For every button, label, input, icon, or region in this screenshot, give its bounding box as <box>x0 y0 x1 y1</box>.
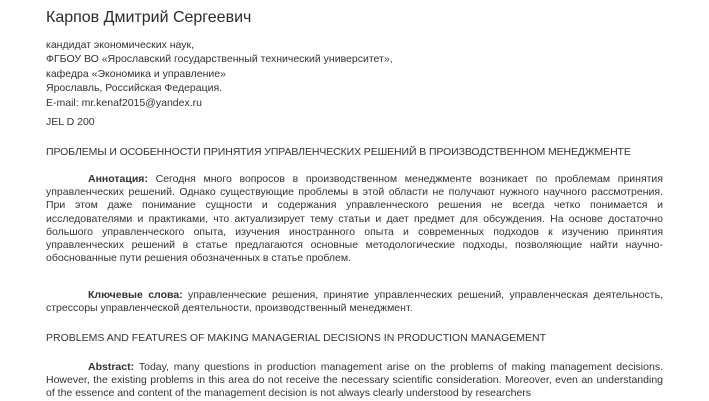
affiliation-city: Ярославль, Российская Федерация. <box>46 82 223 95</box>
abstract-ru-text: Сегодня много вопросов в производственном менеджменте возникает по проблемам принятия управленческих решений. Однако существующие проблемы в этой области не получают нужного научного рассмотрения. При этом даже понимание сущности и содержания управленческого решения не всегда четко понимается и исследователями и практиками, что актуализирует тему статьи и дает предмет для обсуждения. На основе достаточно большого управленческого опыта, изучения иностранного опыта и современных подходов к изучению принятия управленческих решений в статье предлагаются основные методологические подходы, позволяющие найти научно-обоснованные пути решения обозначенных в статье проблем. <box>46 173 663 265</box>
author-affiliation <box>46 38 393 110</box>
abstract-en-label: Abstract: <box>88 361 139 373</box>
keywords-ru <box>46 289 663 315</box>
jel-code: JEL D 200 <box>46 116 95 128</box>
abstract-ru-label: Аннотация: <box>88 173 156 185</box>
affiliation-degree: кандидат экономических наук, <box>46 39 195 51</box>
author-name: Карпов Дмитрий Сергеевич <box>46 9 252 26</box>
keywords-ru-label: Ключевые слова: <box>88 289 189 301</box>
article-title-ru: ПРОБЛЕМЫ И ОСОБЕННОСТИ ПРИНЯТИЯ УПРАВЛЕНЧЕСКИХ РЕШЕНИЙ В ПРОИЗВОДСТВЕННОМ МЕНЕДЖМЕНТЕ <box>46 146 631 158</box>
affiliation-department: кафедра «Экономика и управление» <box>46 67 226 80</box>
abstract-en <box>46 361 663 401</box>
abstract-en-text: Today, many questions in production management arise on the problems of making management decisions. However, the existing problems in this area do not receive the necessary scientific consideration. Moreover, even an understanding of the essence and content of the management decision is not always clearly understood by researchers <box>46 361 663 400</box>
affiliation-university: ФГБОУ ВО «Ярославский государственный технический университет», <box>46 53 393 66</box>
affiliation-email: E-mail: mr.kenaf2015@yandex.ru <box>46 96 202 109</box>
abstract-ru <box>46 173 663 265</box>
article-title-en: PROBLEMS AND FEATURES OF MAKING MANAGERIAL DECISIONS IN PRODUCTION MANAGEMENT <box>46 332 546 344</box>
keywords-ru-text: управленческие решения, принятие управленческих решений, управленческая деятельность, стрессоры управленческой деятельности, производственный менеджмент. <box>46 289 663 315</box>
